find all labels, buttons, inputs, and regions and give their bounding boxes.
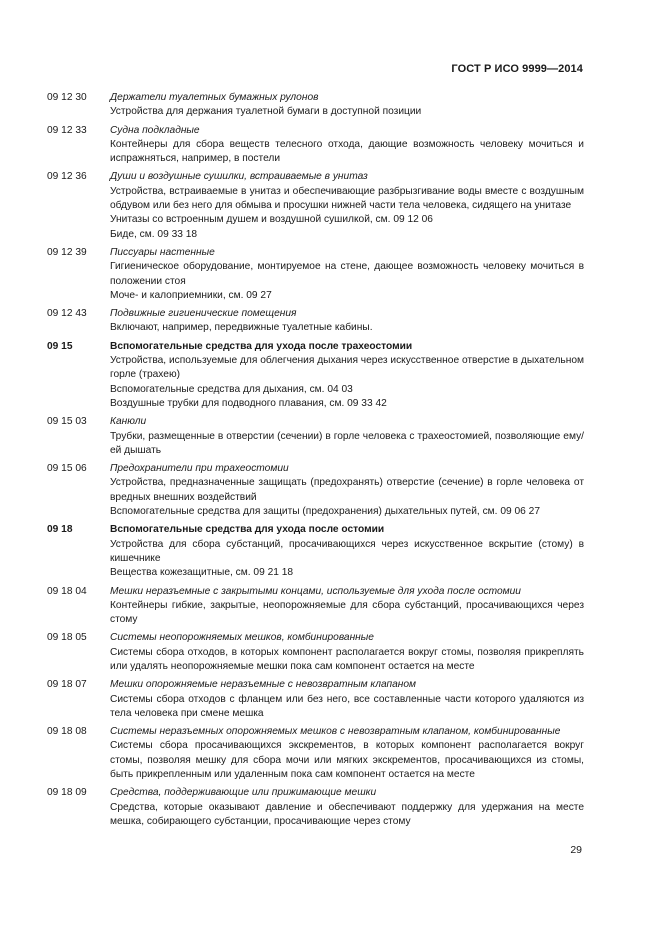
entry-title: Предохранители при трахеостомии bbox=[110, 463, 289, 475]
entry-content bbox=[110, 307, 584, 336]
entry-description: Устройства, предназначенные защищать (предохранять) отверстие (сечение) в горле человека от вредных внешних воздействий bbox=[110, 477, 584, 503]
entry-description: Устройства для сбора субстанций, просачивающихся через искусственное вскрытие (стому) в кишечнике bbox=[110, 538, 584, 564]
entry-cross-reference: Моче- и калоприемники, см. 09 27 bbox=[110, 289, 272, 301]
entry-code: 09 15 03 bbox=[47, 416, 87, 428]
entry-09-18-07 bbox=[47, 678, 584, 721]
entry-content bbox=[110, 786, 584, 829]
entry-content bbox=[110, 585, 584, 628]
entry-description: Средства, которые оказывают давление и обеспечивают поддержку для удержания на месте мешка, собирающего субстанции, просачивающие через стому bbox=[110, 801, 584, 827]
entry-cross-reference: Биде, см. 09 33 18 bbox=[110, 228, 198, 240]
entry-title: Писсуары настенные bbox=[110, 246, 215, 258]
entry-09-18-04 bbox=[47, 585, 584, 628]
entry-09-18 bbox=[47, 523, 584, 580]
entry-title: Средства, поддерживающие или прижимающие мешки bbox=[110, 787, 377, 799]
page-number: 29 bbox=[570, 844, 582, 856]
entry-code: 09 12 33 bbox=[47, 124, 87, 136]
entry-description: Гигиеническое оборудование, монтируемое на стене, дающее возможность человеку мочиться в положении стоя bbox=[110, 261, 584, 287]
entry-code: 09 12 30 bbox=[47, 92, 87, 103]
entry-cross-reference: Вспомогательные средства для защиты (предохранения) дыхательных путей, см. 09 06 27 bbox=[110, 506, 540, 518]
entry-description: Устройства для держания туалетной бумаги в доступной позиции bbox=[110, 106, 422, 118]
entry-title: Системы неопорожняемых мешков, комбинированные bbox=[110, 632, 374, 644]
entry-content bbox=[110, 91, 584, 120]
entry-content bbox=[110, 631, 584, 674]
entry-description: Контейнеры гибкие, закрытые, неопорожняемые для сбора субстанций, просачивающихся через стому bbox=[110, 599, 584, 626]
entry-code: 09 18 05 bbox=[47, 632, 87, 644]
entry-content bbox=[110, 725, 584, 782]
entry-description: Системы сбора отходов, в которых компонент располагается вокруг стомы, позволяя прикреплять или удалять неопорожняемые мешки пока сам компонент остается на месте bbox=[110, 646, 584, 672]
entry-code: 09 18 08 bbox=[47, 726, 87, 738]
entry-code: 09 18 bbox=[47, 524, 73, 536]
entry-cross-reference: Унитазы со встроенным душем и воздушной сушилкой, см. 09 12 06 bbox=[110, 214, 433, 226]
entry-title: Мешки опорожняемые неразъемные с невозвратным клапаном bbox=[110, 679, 417, 691]
entry-description: Трубки, размещенные в отверстии (сечении) в горле человека с трахеостомией, позволяющие ему/ей дышать bbox=[110, 430, 584, 456]
entry-title: Держатели туалетных бумажных рулонов bbox=[110, 92, 319, 103]
entry-content bbox=[110, 678, 584, 721]
entry-09-15-06 bbox=[47, 462, 584, 519]
entry-09-12-36 bbox=[47, 170, 584, 241]
entry-description: Системы сбора просачивающихся экскрементов, в которых компонент располагается вокруг стомы, позволяя мешку для сбора мочи или мягких экскрементов, просачивающихся из стомы, быть прикрепленным или удаленным пока сам компонент остается на месте bbox=[110, 740, 584, 781]
classification-list bbox=[47, 91, 584, 833]
entry-title: Подвижные гигиенические помещения bbox=[110, 308, 297, 320]
entry-09-12-43 bbox=[47, 307, 584, 336]
entry-code: 09 12 39 bbox=[47, 246, 87, 258]
entry-code: 09 18 09 bbox=[47, 787, 87, 799]
entry-title: Вспомогательные средства для ухода после трахеостомии bbox=[110, 340, 413, 352]
entry-09-12-39 bbox=[47, 246, 584, 303]
entry-09-15-03 bbox=[47, 415, 584, 458]
entry-09-18-09 bbox=[47, 786, 584, 829]
entry-09-12-33 bbox=[47, 124, 584, 167]
entry-content bbox=[110, 170, 584, 241]
entry-code: 09 15 bbox=[47, 340, 73, 352]
entry-content bbox=[110, 124, 584, 167]
entry-title: Мешки неразъемные с закрытыми концами, используемые для ухода после остомии bbox=[110, 585, 521, 597]
entry-content bbox=[110, 462, 584, 519]
entry-description: Системы сбора отходов с фланцем или без него, все составленные части которого удаляются из тела человека при смене мешка bbox=[110, 693, 584, 719]
entry-cross-reference: Вспомогательные средства для дыхания, см. 04 03 bbox=[110, 383, 353, 395]
entry-title: Судна подкладные bbox=[110, 124, 200, 136]
entry-09-12-30 bbox=[47, 91, 584, 120]
document-header: ГОСТ Р ИСО 9999—2014 bbox=[451, 63, 583, 75]
entry-code: 09 12 36 bbox=[47, 171, 87, 183]
entry-code: 09 18 04 bbox=[47, 585, 87, 597]
entry-description: Устройства, встраиваемые в унитаз и обеспечивающие разбрызгивание воды вместе с воздушным обдувом или без него для обмыва и просушки нижней части тела человека, сидящего на унитазе bbox=[110, 185, 584, 212]
entry-title: Канюли bbox=[110, 416, 147, 428]
entry-content bbox=[110, 340, 584, 411]
entry-code: 09 12 43 bbox=[47, 308, 87, 320]
entry-description: Устройства, используемые для облегчения дыхания через искусственное отверстие в дыхательном горле (трахею) bbox=[110, 355, 584, 381]
entry-09-18-08 bbox=[47, 725, 584, 782]
entry-09-15 bbox=[47, 340, 584, 411]
entry-content bbox=[110, 415, 584, 458]
entry-content bbox=[110, 523, 584, 580]
entry-cross-reference: Вещества кожезащитные, см. 09 21 18 bbox=[110, 567, 294, 579]
entry-cross-reference: Воздушные трубки для подводного плавания, см. 09 33 42 bbox=[110, 397, 387, 409]
entry-title: Души и воздушные сушилки, встраиваемые в унитаз bbox=[110, 171, 368, 183]
entry-description: Контейнеры для сбора веществ телесного отхода, дающие возможность человеку мочиться и испражняться, например, в постели bbox=[110, 138, 584, 165]
entry-title: Вспомогательные средства для ухода после остомии bbox=[110, 524, 385, 536]
entry-code: 09 18 07 bbox=[47, 679, 87, 691]
entry-description: Включают, например, передвижные туалетные кабины. bbox=[110, 322, 373, 334]
entry-code: 09 15 06 bbox=[47, 463, 87, 475]
entry-09-18-05 bbox=[47, 631, 584, 674]
entry-title: Системы неразъемных опорожняемых мешков с невозвратным клапаном, комбинированные bbox=[110, 726, 561, 738]
entry-content bbox=[110, 246, 584, 303]
